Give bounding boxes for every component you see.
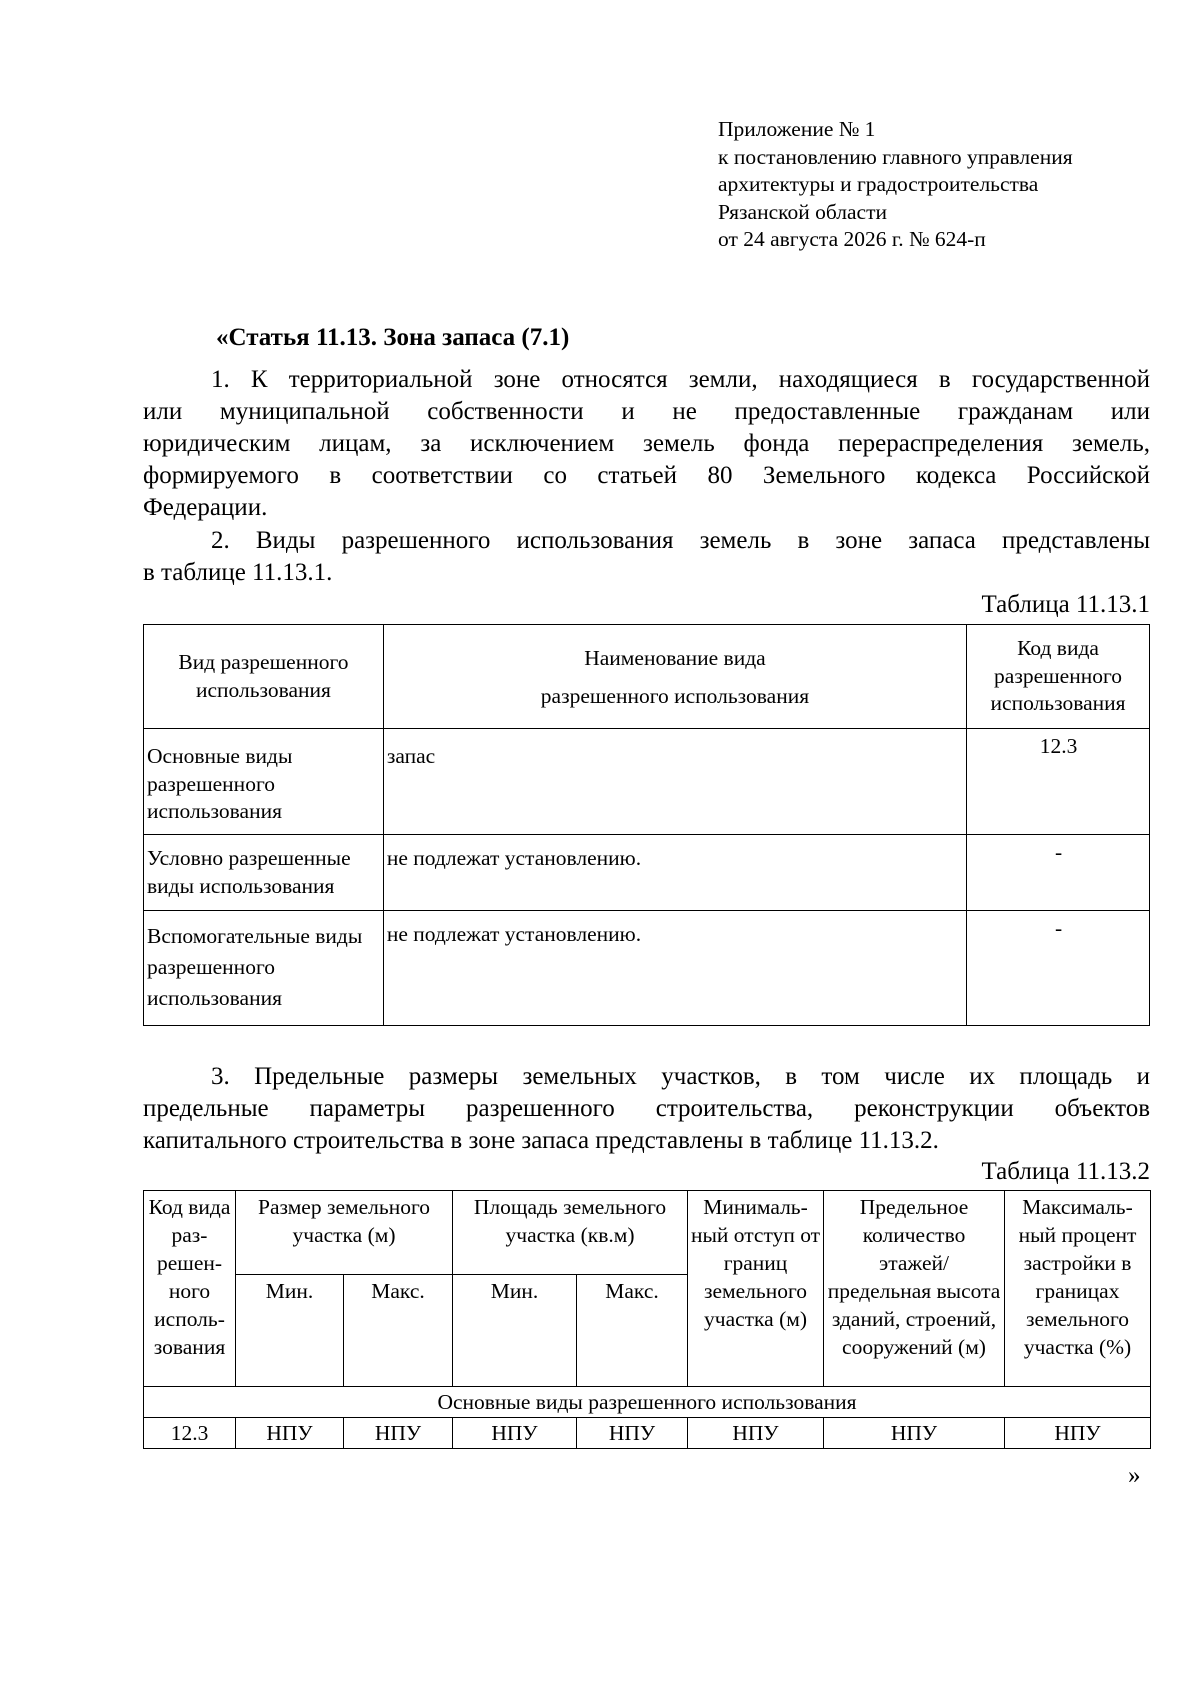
paragraph-1-line: формируемого в соответствии со статьей 80 Земельного кодекса Российской xyxy=(143,462,1150,489)
table-row xyxy=(144,729,1150,835)
header-area-min: Мин. xyxy=(453,1275,577,1387)
paragraph-2-line: в таблице 11.13.1. xyxy=(143,559,333,586)
cell-size-max: НПУ xyxy=(344,1418,453,1449)
header-use-type: Вид разрешенного использования xyxy=(144,625,384,729)
article-title: «Статья 11.13. Зона запаса (7.1) xyxy=(216,324,570,351)
paragraph-2-line: 2. Виды разрешенного использования земель в зоне запаса представлены xyxy=(211,527,1150,554)
table-row xyxy=(144,1418,1151,1449)
cell-setback: НПУ xyxy=(688,1418,824,1449)
header-use-name-line: Наименование вида xyxy=(584,645,766,670)
paragraph-1-line: юридическим лицам, за исключением земель фонда перераспределения земель, xyxy=(143,430,1150,457)
cell-size-min: НПУ xyxy=(236,1418,344,1449)
cell-use-type: Условно разрешенные виды использования xyxy=(144,835,384,911)
appendix-line: Рязанской области xyxy=(718,199,887,224)
section-title: Основные виды разрешенного использования xyxy=(144,1387,1151,1418)
cell-use-name: не подлежат установлению. xyxy=(383,911,966,1026)
appendix-line: архитектуры и градостроительства xyxy=(718,172,1039,196)
appendix-line: Приложение № 1 xyxy=(718,117,876,141)
cell-use-name: запас xyxy=(383,729,966,835)
header-floors-height: Предельное количество этажей/ предельная высота зданий, строений, сооружений (м) xyxy=(824,1191,1005,1387)
header-size-min: Мин. xyxy=(236,1275,344,1387)
cell-use-name: не подлежат установлению. xyxy=(383,835,966,911)
header-use-code: Код вида разрешенного использования xyxy=(967,625,1150,729)
paragraph-1-line: или муниципальной собственности и не предоставленные гражданам или xyxy=(143,398,1150,425)
cell-use-code: 12.3 xyxy=(967,729,1150,835)
cell-use-code: - xyxy=(967,911,1150,1026)
table-header-row xyxy=(144,625,1150,729)
header-size-max: Макс. xyxy=(344,1275,453,1387)
table-section-row xyxy=(144,1387,1151,1418)
cell-use-type: Вспомогательные виды разрешенного использования xyxy=(144,911,384,1026)
header-plot-size: Размер земельного участка (м) xyxy=(236,1191,453,1275)
table-2-caption: Таблица 11.13.2 xyxy=(981,1158,1150,1185)
closing-quote: » xyxy=(1128,1462,1141,1489)
paragraph-3-line: 3. Предельные размеры земельных участков, в том числе их площадь и xyxy=(211,1063,1150,1090)
table-1-caption: Таблица 11.13.1 xyxy=(981,591,1150,618)
cell-area-min: НПУ xyxy=(453,1418,577,1449)
appendix-header xyxy=(718,116,1158,254)
cell-coverage: НПУ xyxy=(1005,1418,1151,1449)
table-row xyxy=(144,835,1150,911)
header-use-name-line: разрешенного использования xyxy=(540,683,810,708)
paragraph-1-line: Федерации. xyxy=(143,494,268,521)
paragraph-3-line: капитального строительства в зоне запаса представлены в таблице 11.13.2. xyxy=(143,1127,939,1154)
paragraph-1-line: 1. К территориальной зоне относятся земли, находящиеся в государственной xyxy=(211,366,1150,393)
header-max-coverage: Максималь-ный процент застройки в границах земельного участка (%) xyxy=(1005,1191,1151,1387)
header-plot-area: Площадь земельного участка (кв.м) xyxy=(453,1191,688,1275)
paragraph-3-line: предельные параметры разрешенного строительства, реконструкции объектов xyxy=(143,1095,1150,1122)
cell-floors: НПУ xyxy=(824,1418,1005,1449)
header-use-name xyxy=(383,625,966,729)
header-use-code: Код вида раз-решен-ного исполь-зования xyxy=(144,1191,236,1387)
permitted-use-table xyxy=(143,624,1150,1026)
cell-area-max: НПУ xyxy=(577,1418,688,1449)
appendix-line: от 24 августа 2026 г. № 624-п xyxy=(718,227,986,251)
table-header-row xyxy=(144,1191,1151,1275)
cell-use-code: - xyxy=(967,835,1150,911)
table-row xyxy=(144,911,1150,1026)
cell-code: 12.3 xyxy=(144,1418,236,1449)
parameters-table xyxy=(143,1190,1151,1449)
appendix-line: к постановлению главного управления xyxy=(718,144,1073,169)
header-min-setback: Минималь-ный отступ от границ земельного участка (м) xyxy=(688,1191,824,1387)
cell-use-type: Основные виды разрешенного использования xyxy=(144,729,384,835)
header-area-max: Макс. xyxy=(577,1275,688,1387)
